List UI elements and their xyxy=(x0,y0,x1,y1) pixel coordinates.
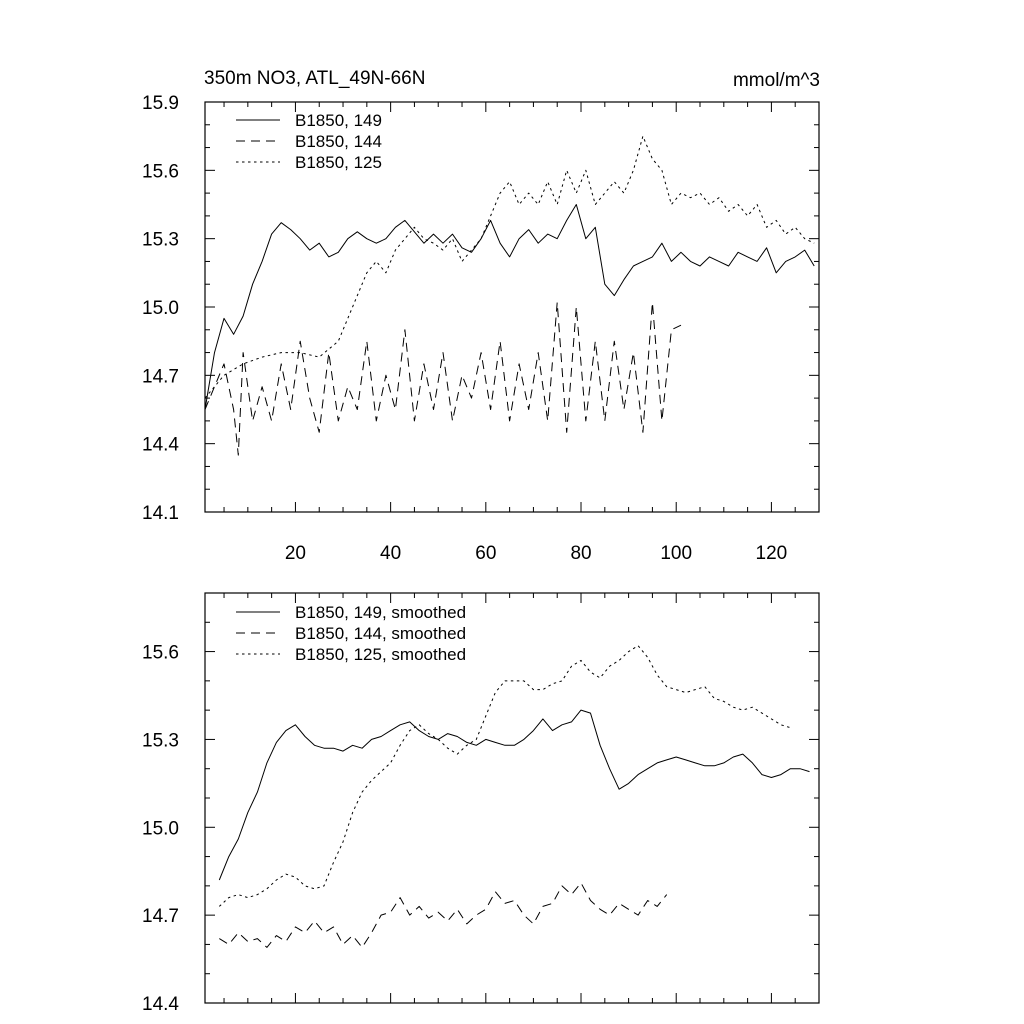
y-tick-label: 14.4 xyxy=(142,994,179,1015)
y-tick-label: 15.3 xyxy=(142,730,179,752)
series-line xyxy=(219,710,809,880)
x-tick-label: 120 xyxy=(755,543,788,564)
series-line xyxy=(205,302,681,455)
x-tick-label: 60 xyxy=(475,543,497,564)
legend-label: B1850, 144 xyxy=(295,132,382,151)
x-tick-label: 100 xyxy=(660,543,693,564)
x-tick-label: 40 xyxy=(380,543,402,564)
y-tick-label: 15.6 xyxy=(142,642,179,664)
legend-label: B1850, 149, smoothed xyxy=(295,603,467,622)
y-tick-label: 15.6 xyxy=(142,161,179,183)
series-line xyxy=(219,883,666,948)
y-tick-label: 14.4 xyxy=(142,434,179,456)
chart-title: 350m NO3, ATL_49N-66N xyxy=(204,68,426,89)
legend-label: B1850, 144, smoothed xyxy=(295,624,467,643)
legend-label: B1850, 125 xyxy=(295,153,382,172)
y-tick-label: 14.7 xyxy=(142,906,179,928)
y-tick-label: 15.0 xyxy=(142,818,179,840)
legend-label: B1850, 149 xyxy=(295,111,382,130)
series-line xyxy=(205,205,814,410)
y-tick-label: 15.3 xyxy=(142,229,179,251)
legend-label: B1850, 125, smoothed xyxy=(295,645,467,664)
y-tick-label: 15.0 xyxy=(142,298,179,319)
y-tick-label: 15.9 xyxy=(142,93,179,114)
y-tick-label: 14.7 xyxy=(142,366,179,388)
top-panel xyxy=(142,68,820,564)
bottom-panel xyxy=(142,593,819,1015)
x-tick-label: 20 xyxy=(284,543,307,564)
series-line xyxy=(205,136,814,398)
y-tick-label: 14.1 xyxy=(142,503,179,524)
series-line xyxy=(219,646,790,907)
units-label: mmol/m^3 xyxy=(732,70,820,91)
x-tick-label: 80 xyxy=(570,543,592,564)
